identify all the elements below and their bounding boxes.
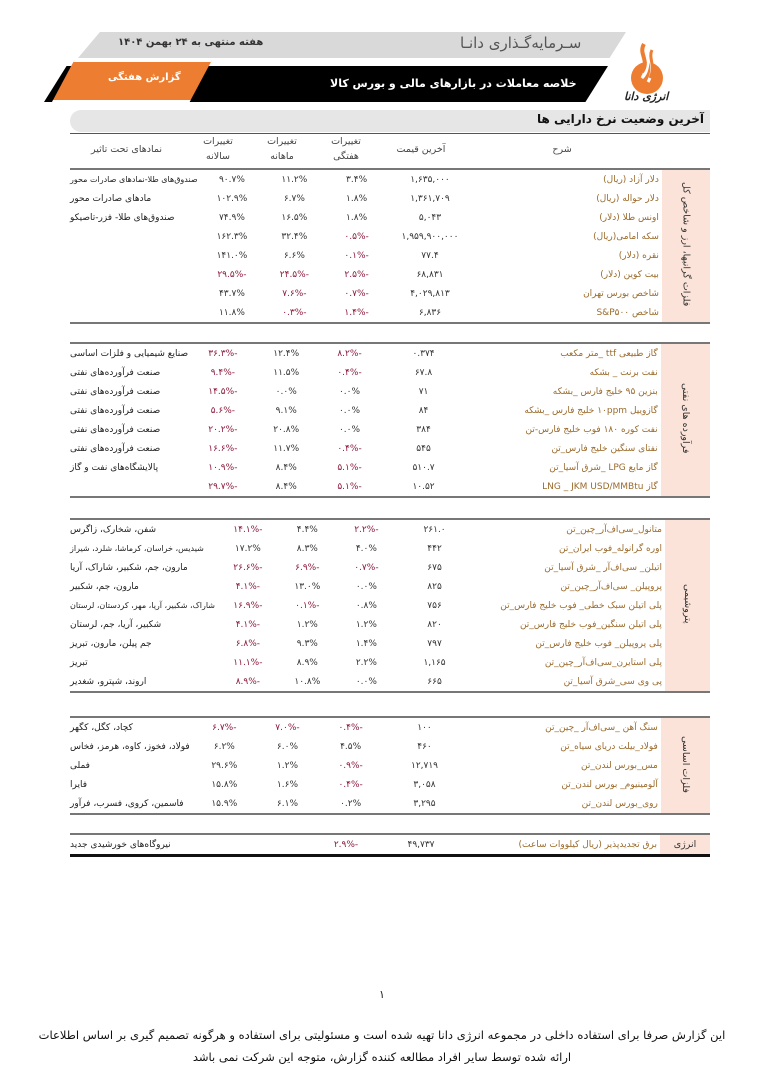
disclaimer (20, 1024, 744, 1068)
affected-symbols: تبریز (70, 657, 88, 668)
last-price: ۴,۰۲۹,۸۱۳ (410, 288, 450, 299)
asset-description: پلی اتیلن سبک خطی_ فوب خلیج فارس_تن (500, 600, 662, 611)
monthly-change: ۶.۰% (276, 741, 299, 752)
affected-symbols: مارون، جم، شکبیر، شاراک، آریا (70, 562, 188, 573)
affected-symbols: صنعت فرآورده‌های نفتی (70, 405, 161, 416)
table-row (70, 775, 710, 794)
yearly-change: -۹.۴% (210, 367, 236, 378)
asset-group-table (70, 716, 710, 815)
disclaimer-line-2: ارائه شده توسط سایر افراد مطالعه کننده گزارش، متوجه این شرکت نمی باشد (192, 1050, 572, 1064)
table-row (70, 363, 710, 382)
asset-description: اتیلن_ سی‌اف‌آر _شرق آسیا_تن (544, 562, 662, 573)
weekly-change: -۲.۹% (333, 839, 359, 850)
weekly-change: -۲.۵% (344, 269, 369, 280)
weekly-change: ۳.۴% (346, 174, 368, 185)
affected-symbols: شیدیس، خراسان، کرماشا، شلرد، شیراز (70, 544, 204, 553)
yearly-change: ۱۰۲.۹% (216, 193, 248, 204)
asset-group-table (70, 168, 710, 324)
weekly-change: ۱.۸% (346, 212, 368, 223)
monthly-change: ۱.۲% (276, 760, 299, 771)
monthly-change: ۸.۳% (296, 543, 318, 554)
header-monthly: تغییرات ماهانه (267, 136, 297, 162)
asset-description: شاخص S&P۵۰۰ (596, 307, 659, 318)
last-price: ۶,۸۳۶ (418, 307, 442, 318)
weekly-change: ۱.۲% (355, 619, 377, 630)
weekly-change: -۰.۵% (344, 231, 369, 242)
asset-description: پروپیلن_ سی‌اف‌آر_چین_تن (560, 581, 662, 592)
monthly-change: ۹.۱% (275, 405, 297, 416)
yearly-change: -۲۹.۵% (217, 269, 247, 280)
monthly-change: ۱۳.۰% (294, 581, 321, 592)
affected-symbols: مادهای صادرات محور (70, 193, 152, 204)
asset-description: پلی استایرن_سی‌اف‌آر_چین_تن (544, 657, 662, 668)
table-row (70, 558, 710, 577)
affected-symbols: جم پیلن، مارون، تبریز (70, 638, 152, 649)
yearly-change: ۱۵.۹% (211, 798, 238, 809)
monthly-change: -۶.۹% (295, 562, 320, 573)
asset-group-table (70, 342, 710, 498)
asset-description: اوره گرانوله_فوب ایران_تن (558, 543, 662, 554)
last-price: ۱,۳۶۱,۷۰۹ (410, 193, 450, 204)
monthly-change: ۱.۶% (276, 779, 299, 790)
table-row (70, 420, 710, 439)
logo-text: انرژی دانا (624, 90, 669, 103)
yearly-change: -۱۴.۵% (208, 386, 238, 397)
header-yearly: تغییرات سالانه (203, 136, 233, 162)
affected-symbols: شاراک، شکبیر، آریا، مهر، کردستان، لرستان (70, 601, 216, 610)
yearly-change: -۴.۱% (235, 619, 261, 630)
brand-name: سـرمایه‌گـذاری دانـا (460, 34, 582, 52)
monthly-change: ۴.۴% (296, 524, 318, 535)
affected-symbols: صنعت فرآورده‌های نفتی (70, 367, 161, 378)
report-subtitle: خلاصه معاملات در بازارهای مالی و بورس کالا (330, 77, 577, 90)
table-row (70, 284, 710, 303)
weekly-change: -۰.۹% (338, 760, 363, 771)
last-price: ۳,۲۹۵ (413, 798, 436, 809)
monthly-change: ۱۲.۴% (273, 348, 300, 359)
page-number: ۱ (379, 988, 385, 1001)
last-price: ۳۸۴ (416, 424, 431, 435)
group-label (661, 717, 710, 814)
table-row (70, 717, 710, 737)
asset-description: بیت کوین (دلار) (600, 269, 659, 280)
yearly-change: -۵.۶% (210, 405, 236, 416)
group-label (660, 834, 710, 856)
last-price: ۱۰۰ (417, 722, 432, 733)
weekly-change: ۰.۰% (355, 676, 377, 687)
table-row (70, 208, 710, 227)
affected-symbols: نیروگاه‌های خورشیدی جدید (70, 839, 171, 850)
section-title: آخرین وضعیت نرخ دارایی ها (536, 112, 704, 126)
yearly-change: ۱۵.۸% (211, 779, 238, 790)
yearly-change: ۱۶۲.۳% (216, 231, 248, 242)
asset-description: دلار آزاد (ریال) (603, 174, 659, 185)
table-row (70, 737, 710, 756)
weekly-change: -۰.۷% (354, 562, 379, 573)
asset-description: برق تجدیدپذیر (ریال کیلووات ساعت) (518, 839, 657, 850)
table-row (70, 477, 710, 497)
weekly-change: -۰.۷% (344, 288, 369, 299)
monthly-change: ۰.۰% (275, 386, 297, 397)
monthly-change: ۸.۹% (296, 657, 318, 668)
asset-description: بنزین ۹۵ خلیج فارس _بشکه (552, 386, 658, 397)
last-price: ۱,۶۳۵,۰۰۰ (410, 174, 450, 185)
table-row (70, 169, 710, 189)
yearly-change: -۸.۹% (235, 676, 261, 687)
affected-symbols (70, 284, 201, 303)
affected-symbols: فملی (70, 760, 90, 771)
affected-symbols: پالایشگاه‌های نفت و گاز (70, 462, 159, 473)
weekly-change: -۱.۴% (344, 307, 369, 318)
asset-description: گاز مایع LPG _شرق آسیا_تن (549, 462, 658, 473)
table-header (70, 134, 710, 164)
asset-description: پلی اتیلن سنگین_فوب خلیج فارس_تن (519, 619, 662, 630)
affected-symbols (70, 303, 201, 323)
last-price: ۱۲,۷۱۹ (410, 760, 439, 771)
header-weekly: تغییرات هفتگی (331, 136, 361, 162)
monthly-change: ۳۲.۴% (281, 231, 308, 242)
weekly-change: -۰.۴% (337, 367, 362, 378)
disclaimer-line-1: این گزارش صرفا برای استفاده داخلی در مجموعه انرژی دانا تهیه شده است و مسئولیتی برای استفاده و هرگونه تصمیم گیری بر اساس اطلاعات (38, 1028, 726, 1042)
table-row (70, 596, 710, 615)
last-price: ۱۰.۵۲ (412, 481, 435, 492)
yearly-change: -۱۱.۱% (233, 657, 263, 668)
weekly-change: ۱.۴% (355, 638, 377, 649)
header-desc: شرح (552, 143, 572, 155)
table-row (70, 539, 710, 558)
last-price: ۴۶۰ (417, 741, 432, 752)
yearly-change: -۱۴.۱% (233, 524, 263, 535)
weekly-change: -۰.۴% (337, 443, 362, 454)
last-price: ۵,۰۴۳ (418, 212, 442, 223)
report-type-label: گزارش هفتگی (108, 72, 181, 83)
last-price: ۷۱ (418, 386, 429, 397)
monthly-change: ۶.۶% (283, 250, 305, 261)
yearly-change: -۲۶.۶% (233, 562, 263, 573)
affected-symbols (70, 227, 201, 246)
monthly-change: ۹.۳% (296, 638, 318, 649)
asset-description: نفتای سنگین خلیج فارس_تن (551, 443, 658, 454)
group-label-text: انرژی (673, 839, 697, 850)
last-price: ۵۱۰.۷ (412, 462, 435, 473)
asset-description: نفت برنت _ بشکه (589, 367, 658, 378)
weekly-change: -۰.۴% (338, 722, 363, 733)
affected-symbols: صنعت فرآورده‌های نفتی (70, 443, 161, 454)
weekly-change: ۴.۵% (340, 741, 362, 752)
asset-description: شاخص بورس تهران (583, 288, 659, 299)
table-row (70, 834, 710, 856)
table-row (70, 343, 710, 363)
table-row (70, 634, 710, 653)
yearly-change: ۴۳.۷% (218, 288, 245, 299)
asset-description: پی وی سی_شرق آسیا_تن (563, 676, 662, 687)
last-price: ۶۷۵ (427, 562, 442, 573)
last-price: ۴۹,۷۳۷ (407, 839, 435, 850)
table-row (70, 189, 710, 208)
yearly-change: -۱۶.۶% (208, 443, 238, 454)
last-price: ۶۶۵ (427, 676, 442, 687)
last-price: ۰.۳۷۴ (412, 348, 435, 359)
yearly-change: -۱۰.۹% (208, 462, 238, 473)
weekly-change: -۸.۲% (337, 348, 362, 359)
asset-description: آلومینیوم_ بورس لندن_تن (561, 779, 658, 790)
weekly-change: ۰.۸% (355, 600, 377, 611)
yearly-change: ۱۷.۲% (234, 543, 261, 554)
table-row (70, 577, 710, 596)
affected-symbols (70, 265, 201, 284)
last-price: ۸۲۰ (427, 619, 442, 630)
yearly-change: ۲۹.۶% (211, 760, 238, 771)
monthly-change: ۶.۱% (276, 798, 299, 809)
affected-symbols: فولاد، فخوز، کاوه، هرمز، فخاس (70, 741, 190, 752)
table-row (70, 439, 710, 458)
flame-logo-icon (622, 38, 672, 98)
weekly-change: ۰.۰% (355, 581, 377, 592)
report-date: هفته منتهی به ۲۴ بهمن ۱۴۰۴ (118, 37, 264, 48)
asset-description: گاز طبیعی ttf _متر مکعب (560, 348, 658, 359)
yearly-change: ۱۴۱.۰% (216, 250, 248, 261)
yearly-change: -۲۹.۷% (208, 481, 238, 492)
table-row (70, 615, 710, 634)
affected-symbols: فایرا (70, 779, 88, 790)
asset-description: فولاد_بیلت دریای سیاه_تن (560, 741, 658, 752)
monthly-change: ۱۱.۷% (273, 443, 300, 454)
table-row (70, 458, 710, 477)
yearly-change: -۶.۸% (235, 638, 261, 649)
monthly-change: ۱۱.۵% (273, 367, 300, 378)
monthly-change: -۰.۱% (295, 600, 320, 611)
last-price: ۷۷.۴ (421, 250, 439, 261)
weekly-change: -۵.۱% (337, 481, 362, 492)
monthly-change: -۲۴.۵% (279, 269, 309, 280)
last-price: ۶۷.۸ (414, 367, 433, 378)
weekly-change: ۴.۰% (355, 543, 377, 554)
weekly-change: -۲.۲% (354, 524, 379, 535)
weekly-change: -۰.۴% (338, 779, 363, 790)
yearly-change: -۳۶.۳% (208, 348, 238, 359)
affected-symbols (70, 477, 191, 497)
table-row (70, 519, 710, 539)
monthly-change: -۰.۳% (282, 307, 307, 318)
group-label-text: فلزات اساسی (679, 735, 691, 793)
weekly-change: ۰.۰% (338, 386, 361, 397)
table-row (70, 794, 710, 814)
affected-symbols: صندوق‌های طلا-نمادهای صادرات محور (70, 175, 198, 184)
table-row (70, 227, 710, 246)
asset-description: پلی پروپیلن_ فوب خلیج فارس_تن (535, 638, 662, 649)
monthly-change: ۱۱.۲% (281, 174, 308, 185)
monthly-change (250, 834, 314, 856)
affected-symbols: صنایع شیمیایی و فلزات اساسی (70, 348, 189, 359)
last-price: ۷۹۷ (427, 638, 442, 649)
affected-symbols: فاسمین، کروی، فسرب، فرآور (70, 798, 184, 809)
weekly-change: ۰.۲% (340, 798, 362, 809)
table-row (70, 382, 710, 401)
yearly-change (186, 834, 250, 856)
affected-symbols: صندوق‌های طلا- فزر-تاصیکو (70, 212, 175, 223)
group-label (662, 169, 710, 323)
affected-symbols: کچاد، کگل، کگهر (70, 722, 133, 733)
affected-symbols: صنعت فرآورده‌های نفتی (70, 424, 161, 435)
asset-group-table (70, 518, 710, 693)
asset-description: گاز LNG _ JKM USD/MMBtu (542, 481, 658, 492)
asset-description: گازوییل ۱۰ppm خلیج فارس _بشکه (524, 405, 658, 416)
last-price: ۱,۹۵۹,۹۰۰,۰۰۰ (401, 231, 459, 242)
monthly-change: ۱۰.۸% (294, 676, 321, 687)
asset-description: سکه امامی(ریال) (593, 231, 659, 242)
table-row (70, 246, 710, 265)
weekly-change: ۱.۸% (346, 193, 368, 204)
yearly-change: ۹۰.۷% (218, 174, 245, 185)
group-label (661, 343, 710, 497)
table-row (70, 265, 710, 284)
monthly-change: ۲۰.۸% (273, 424, 300, 435)
group-label (665, 519, 710, 692)
affected-symbols: شفن، شخارک، زاگرس (70, 524, 157, 535)
asset-description: مس_بورس لندن_تن (581, 760, 658, 771)
table-row (70, 303, 710, 323)
table-row (70, 672, 710, 692)
affected-symbols: صنعت فرآورده‌های نفتی (70, 386, 161, 397)
yearly-change: -۱۶.۹% (233, 600, 263, 611)
header-price: آخرین قیمت (396, 143, 446, 155)
asset-description: روی_بورس لندن_تن (581, 798, 658, 809)
last-price: ۴۴۲ (427, 543, 442, 554)
asset-description: نفت کوره ۱۸۰ فوب خلیج فارس-تن (525, 424, 658, 435)
monthly-change: -۷.۶% (282, 288, 307, 299)
monthly-change: ۸.۴% (275, 462, 297, 473)
asset-description: متانول_سی‌اف‌آر_چین_تن (566, 524, 662, 535)
last-price: ۸۲۵ (427, 581, 442, 592)
affected-symbols: شکبیر، آریا، جم، لرستان (70, 619, 162, 630)
last-price: ۲۶۱.۰ (423, 524, 446, 535)
last-price: ۳,۰۵۸ (413, 779, 436, 790)
weekly-change: ۰.۰% (338, 424, 361, 435)
monthly-change: ۶.۷% (283, 193, 305, 204)
asset-description: نقره (دلار) (618, 250, 659, 261)
yearly-change: -۴.۱% (235, 581, 261, 592)
yearly-change: ۱۱.۸% (218, 307, 245, 318)
weekly-change: -۰.۱% (344, 250, 369, 261)
table-row (70, 401, 710, 420)
monthly-change: ۱۶.۵% (281, 212, 308, 223)
group-header-cell (660, 134, 710, 164)
weekly-change: ۲.۲% (355, 657, 377, 668)
asset-group-table (70, 833, 710, 857)
affected-symbols: اروند، شپترو، شغدیر (70, 676, 147, 687)
monthly-change: ۸.۴% (275, 481, 297, 492)
last-price: ۷۵۶ (427, 600, 442, 611)
yearly-change: -۶.۷% (212, 722, 237, 733)
last-price: ۶۸,۸۳۱ (416, 269, 444, 280)
affected-symbols: مارون، جم، شکبیر (70, 581, 139, 592)
yearly-change: ۶.۲% (213, 741, 235, 752)
table-row (70, 653, 710, 672)
monthly-change: -۷.۰% (275, 722, 300, 733)
group-label-text: فلزات گرانبها، ارز و شاخص کل (680, 182, 692, 307)
yearly-change: -۲۰.۲% (208, 424, 238, 435)
header-symbols: نمادهای تحت تاثیر (90, 143, 163, 155)
monthly-change: ۱.۲% (296, 619, 318, 630)
table-row (70, 756, 710, 775)
asset-description: سنگ آهن _سی‌اف‌آر _چین_تن (545, 722, 658, 733)
group-label-text: پتروشیمی (681, 584, 693, 624)
weekly-change: ۰.۰% (338, 405, 361, 416)
asset-description: اونس طلا (دلار) (599, 212, 659, 223)
affected-symbols (70, 246, 201, 265)
last-price: ۵۴۵ (416, 443, 431, 454)
yearly-change: ۷۴.۹% (218, 212, 245, 223)
last-price: ۱,۱۶۵ (423, 657, 446, 668)
group-label-text: فرآورده های نفتی (679, 383, 691, 454)
weekly-change: -۵.۱% (337, 462, 362, 473)
last-price: ۸۴ (418, 405, 429, 416)
asset-description: دلار حواله (ریال) (596, 193, 659, 204)
